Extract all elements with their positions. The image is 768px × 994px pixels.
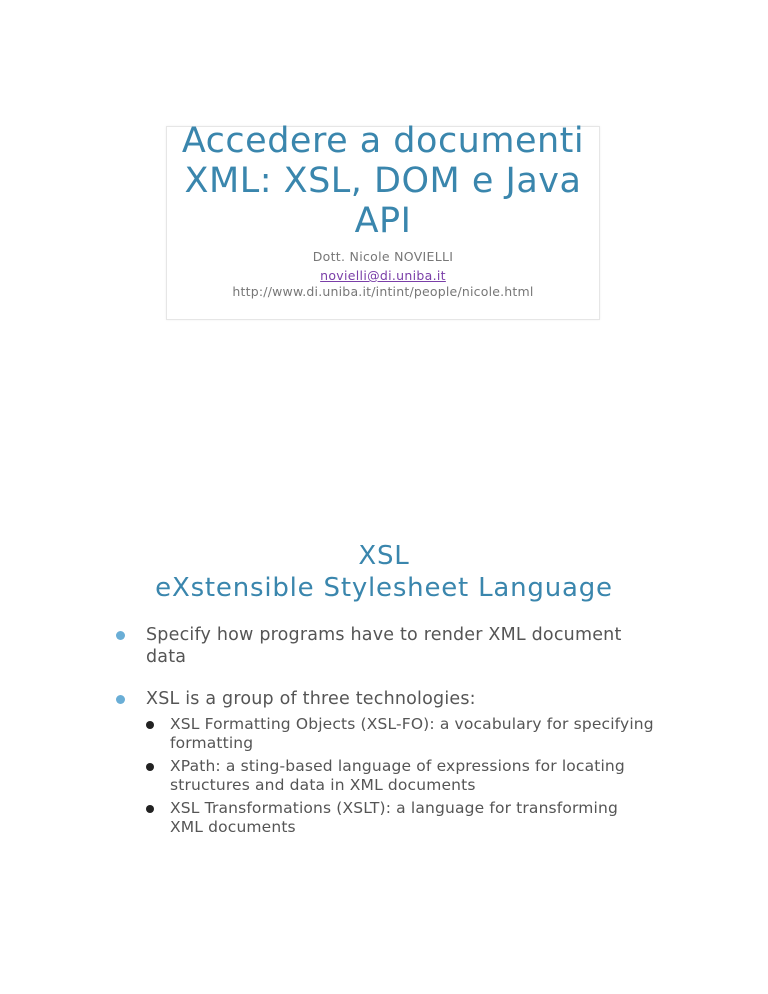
bullet-item: [116, 688, 656, 837]
sub-bullet-item: [146, 799, 656, 837]
author-name: Dott. Nicole NOVIELLI: [312, 249, 454, 264]
sub-bullet-dot-icon: [146, 721, 154, 729]
sub-bullet-item: [146, 757, 656, 795]
sub-bullet-list: [146, 715, 656, 837]
author-email-link[interactable]: novielli@di.uniba.it: [320, 268, 446, 283]
title-line-2: XML: XSL, DOM e Java: [184, 161, 582, 201]
bullet-dot-icon: [116, 631, 125, 640]
slide-title-line-1: XSL: [358, 541, 410, 571]
bullet-item: [116, 624, 656, 668]
presentation-title: [167, 121, 599, 241]
bullet-text: Specify how programs have to render XML document data: [146, 625, 622, 667]
sub-bullet-text: XSL Transformations (XSLT): a language for transforming XML documents: [170, 799, 618, 836]
bullet-text: XSL is a group of three technologies:: [146, 689, 476, 709]
bullet-list: [116, 624, 656, 857]
title-line-1: Accedere a documenti: [181, 121, 585, 161]
title-slide: [166, 121, 600, 320]
sub-bullet-item: [146, 715, 656, 753]
sub-bullet-dot-icon: [146, 763, 154, 771]
author-homepage-url: http://www.di.uniba.it/intint/people/nicole.html: [232, 284, 534, 299]
sub-bullet-text: XPath: a sting-based language of expressions for locating structures and data in XML documents: [170, 757, 625, 794]
slide-title: [0, 540, 768, 604]
sub-bullet-text: XSL Formatting Objects (XSL-FO): a vocabulary for specifying formatting: [170, 715, 654, 752]
slide-title-line-2: eXstensible Stylesheet Language: [155, 573, 613, 603]
bullet-dot-icon: [116, 695, 125, 704]
title-line-3: API: [354, 201, 412, 241]
sub-bullet-dot-icon: [146, 805, 154, 813]
